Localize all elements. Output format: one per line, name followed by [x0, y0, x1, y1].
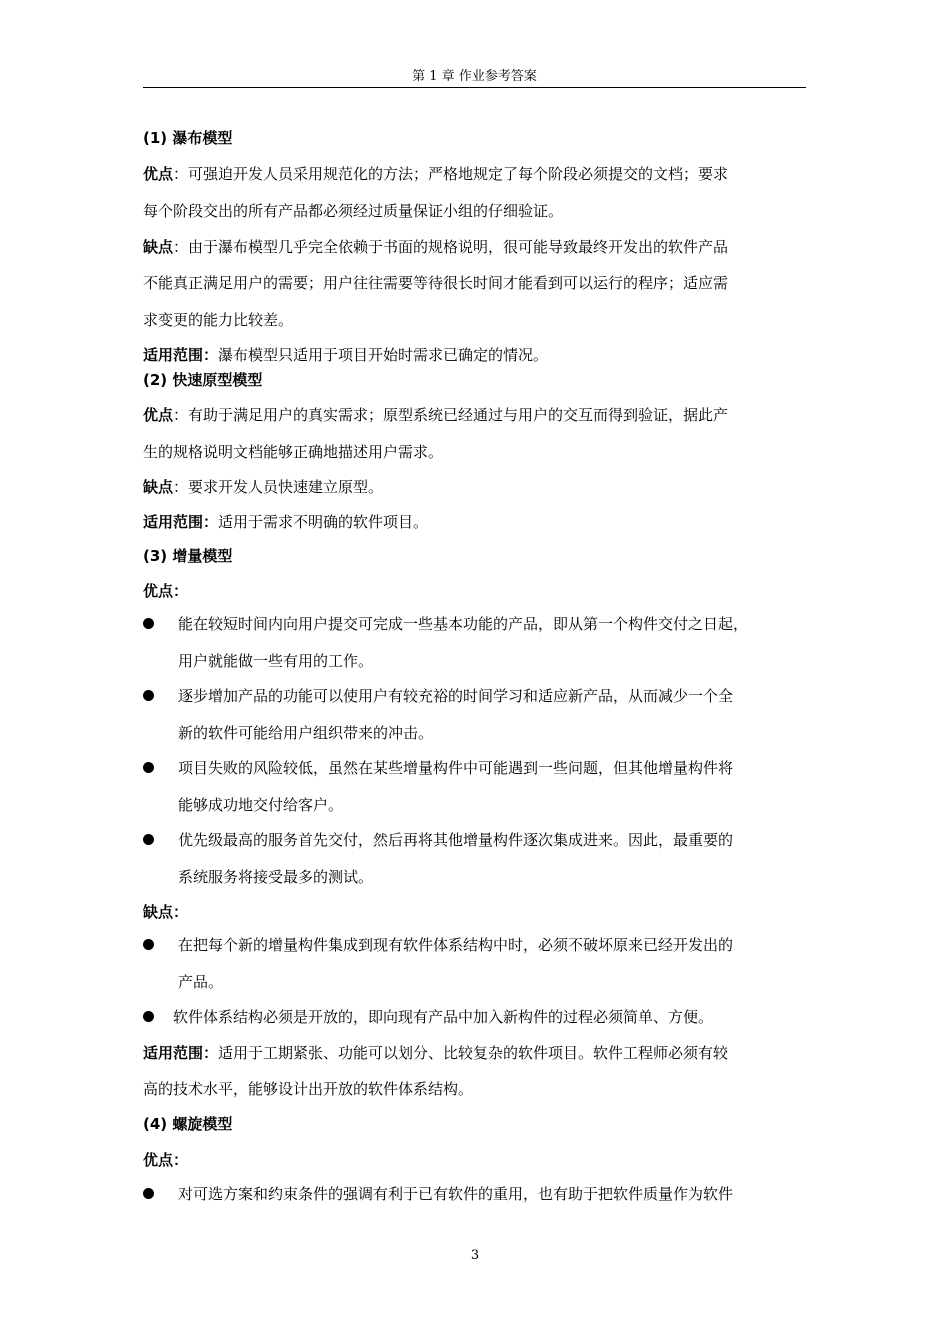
paragraph-line: 缺点：由于瀑布模型几乎完全依赖于书面的规格说明，很可能导致最终开发出的软件产品	[143, 238, 729, 256]
paragraph-line: 优点：有助于满足用户的真实需求；原型系统已经通过与用户的交互而得到验证，据此产	[143, 406, 729, 424]
section-title-rapid-prototype: (2) 快速原型模型	[143, 371, 263, 389]
label-scope: 适用范围：	[143, 346, 219, 364]
bullet-dot	[143, 1188, 154, 1199]
list-item-line: 能够成功地交付给客户。	[178, 796, 344, 814]
label-scope: 适用范围：	[143, 1044, 219, 1062]
label-advantages: 优点：	[143, 1151, 189, 1169]
bullet-dot	[143, 690, 154, 701]
label-scope: 适用范围：	[143, 513, 219, 531]
header-divider	[143, 87, 806, 88]
label-disadvantages: 缺点	[143, 238, 174, 256]
list-item-line: 软件体系结构必须是开放的，即向现有产品中加入新构件的过程必须简单、方便。	[173, 1008, 714, 1026]
list-item-line: 在把每个新的增量构件集成到现有软件体系结构中时，必须不破坏原来已经开发出的	[178, 936, 734, 954]
paragraph-line: 适用范围：适用于需求不明确的软件项目。	[143, 513, 429, 531]
paragraph-line: 缺点：要求开发人员快速建立原型。	[143, 478, 384, 496]
list-item-line: 产品。	[178, 973, 224, 991]
label-advantages: 优点：	[143, 582, 189, 600]
label-advantages: 优点	[143, 165, 174, 183]
paragraph-line: 生的规格说明文档能够正确地描述用户需求。	[143, 443, 444, 461]
paragraph-line: 适用范围：瀑布模型只适用于项目开始时需求已确定的情况。	[143, 346, 549, 364]
list-item-line: 能在较短时间内向用户提交可完成一些基本功能的产品，即从第一个构件交付之日起，	[178, 615, 749, 633]
paragraph-line: 每个阶段交出的所有产品都必须经过质量保证小组的仔细验证。	[143, 202, 564, 220]
list-item-line: 优先级最高的服务首先交付，然后再将其他增量构件逐次集成进来。因此，最重要的	[178, 831, 734, 849]
paragraph-line: 不能真正满足用户的需要；用户往往需要等待很长时间才能看到可以运行的程序；适应需	[143, 274, 729, 292]
list-item-line: 用户就能做一些有用的工作。	[178, 652, 374, 670]
list-item-line: 对可选方案和约束条件的强调有利于已有软件的重用，也有助于把软件质量作为软件	[178, 1185, 734, 1203]
section-title-spiral: (4) 螺旋模型	[143, 1115, 233, 1133]
list-item-line: 新的软件可能给用户组织带来的冲击。	[178, 724, 434, 742]
list-item-line: 系统服务将接受最多的测试。	[178, 868, 374, 886]
bullet-dot	[143, 762, 154, 773]
page-header: 第 1 章 作业参考答案	[412, 69, 537, 84]
bullet-dot	[143, 1011, 154, 1022]
paragraph-line: 优点：可强迫开发人员采用规范化的方法；严格地规定了每个阶段必须提交的文档；要求	[143, 165, 729, 183]
paragraph-line: 适用范围：适用于工期紧张、功能可以划分、比较复杂的软件项目。软件工程师必须有较	[143, 1044, 729, 1062]
paragraph-line: 求变更的能力比较差。	[143, 311, 294, 329]
paragraph-line: 高的技术水平，能够设计出开放的软件体系结构。	[143, 1080, 474, 1098]
label-advantages: 优点	[143, 406, 174, 424]
list-item-line: 逐步增加产品的功能可以使用户有较充裕的时间学习和适应新产品，从而减少一个全	[178, 687, 734, 705]
label-disadvantages: 缺点：	[143, 903, 189, 921]
label-disadvantages: 缺点	[143, 478, 174, 496]
list-item-line: 项目失败的风险较低，虽然在某些增量构件中可能遇到一些问题，但其他增量构件将	[178, 759, 734, 777]
bullet-dot	[143, 834, 154, 845]
page-number: 3	[470, 1248, 480, 1263]
bullet-dot	[143, 618, 154, 629]
bullet-dot	[143, 939, 154, 950]
section-title-incremental: (3) 增量模型	[143, 547, 233, 565]
section-title-waterfall: (1) 瀑布模型	[143, 129, 233, 147]
